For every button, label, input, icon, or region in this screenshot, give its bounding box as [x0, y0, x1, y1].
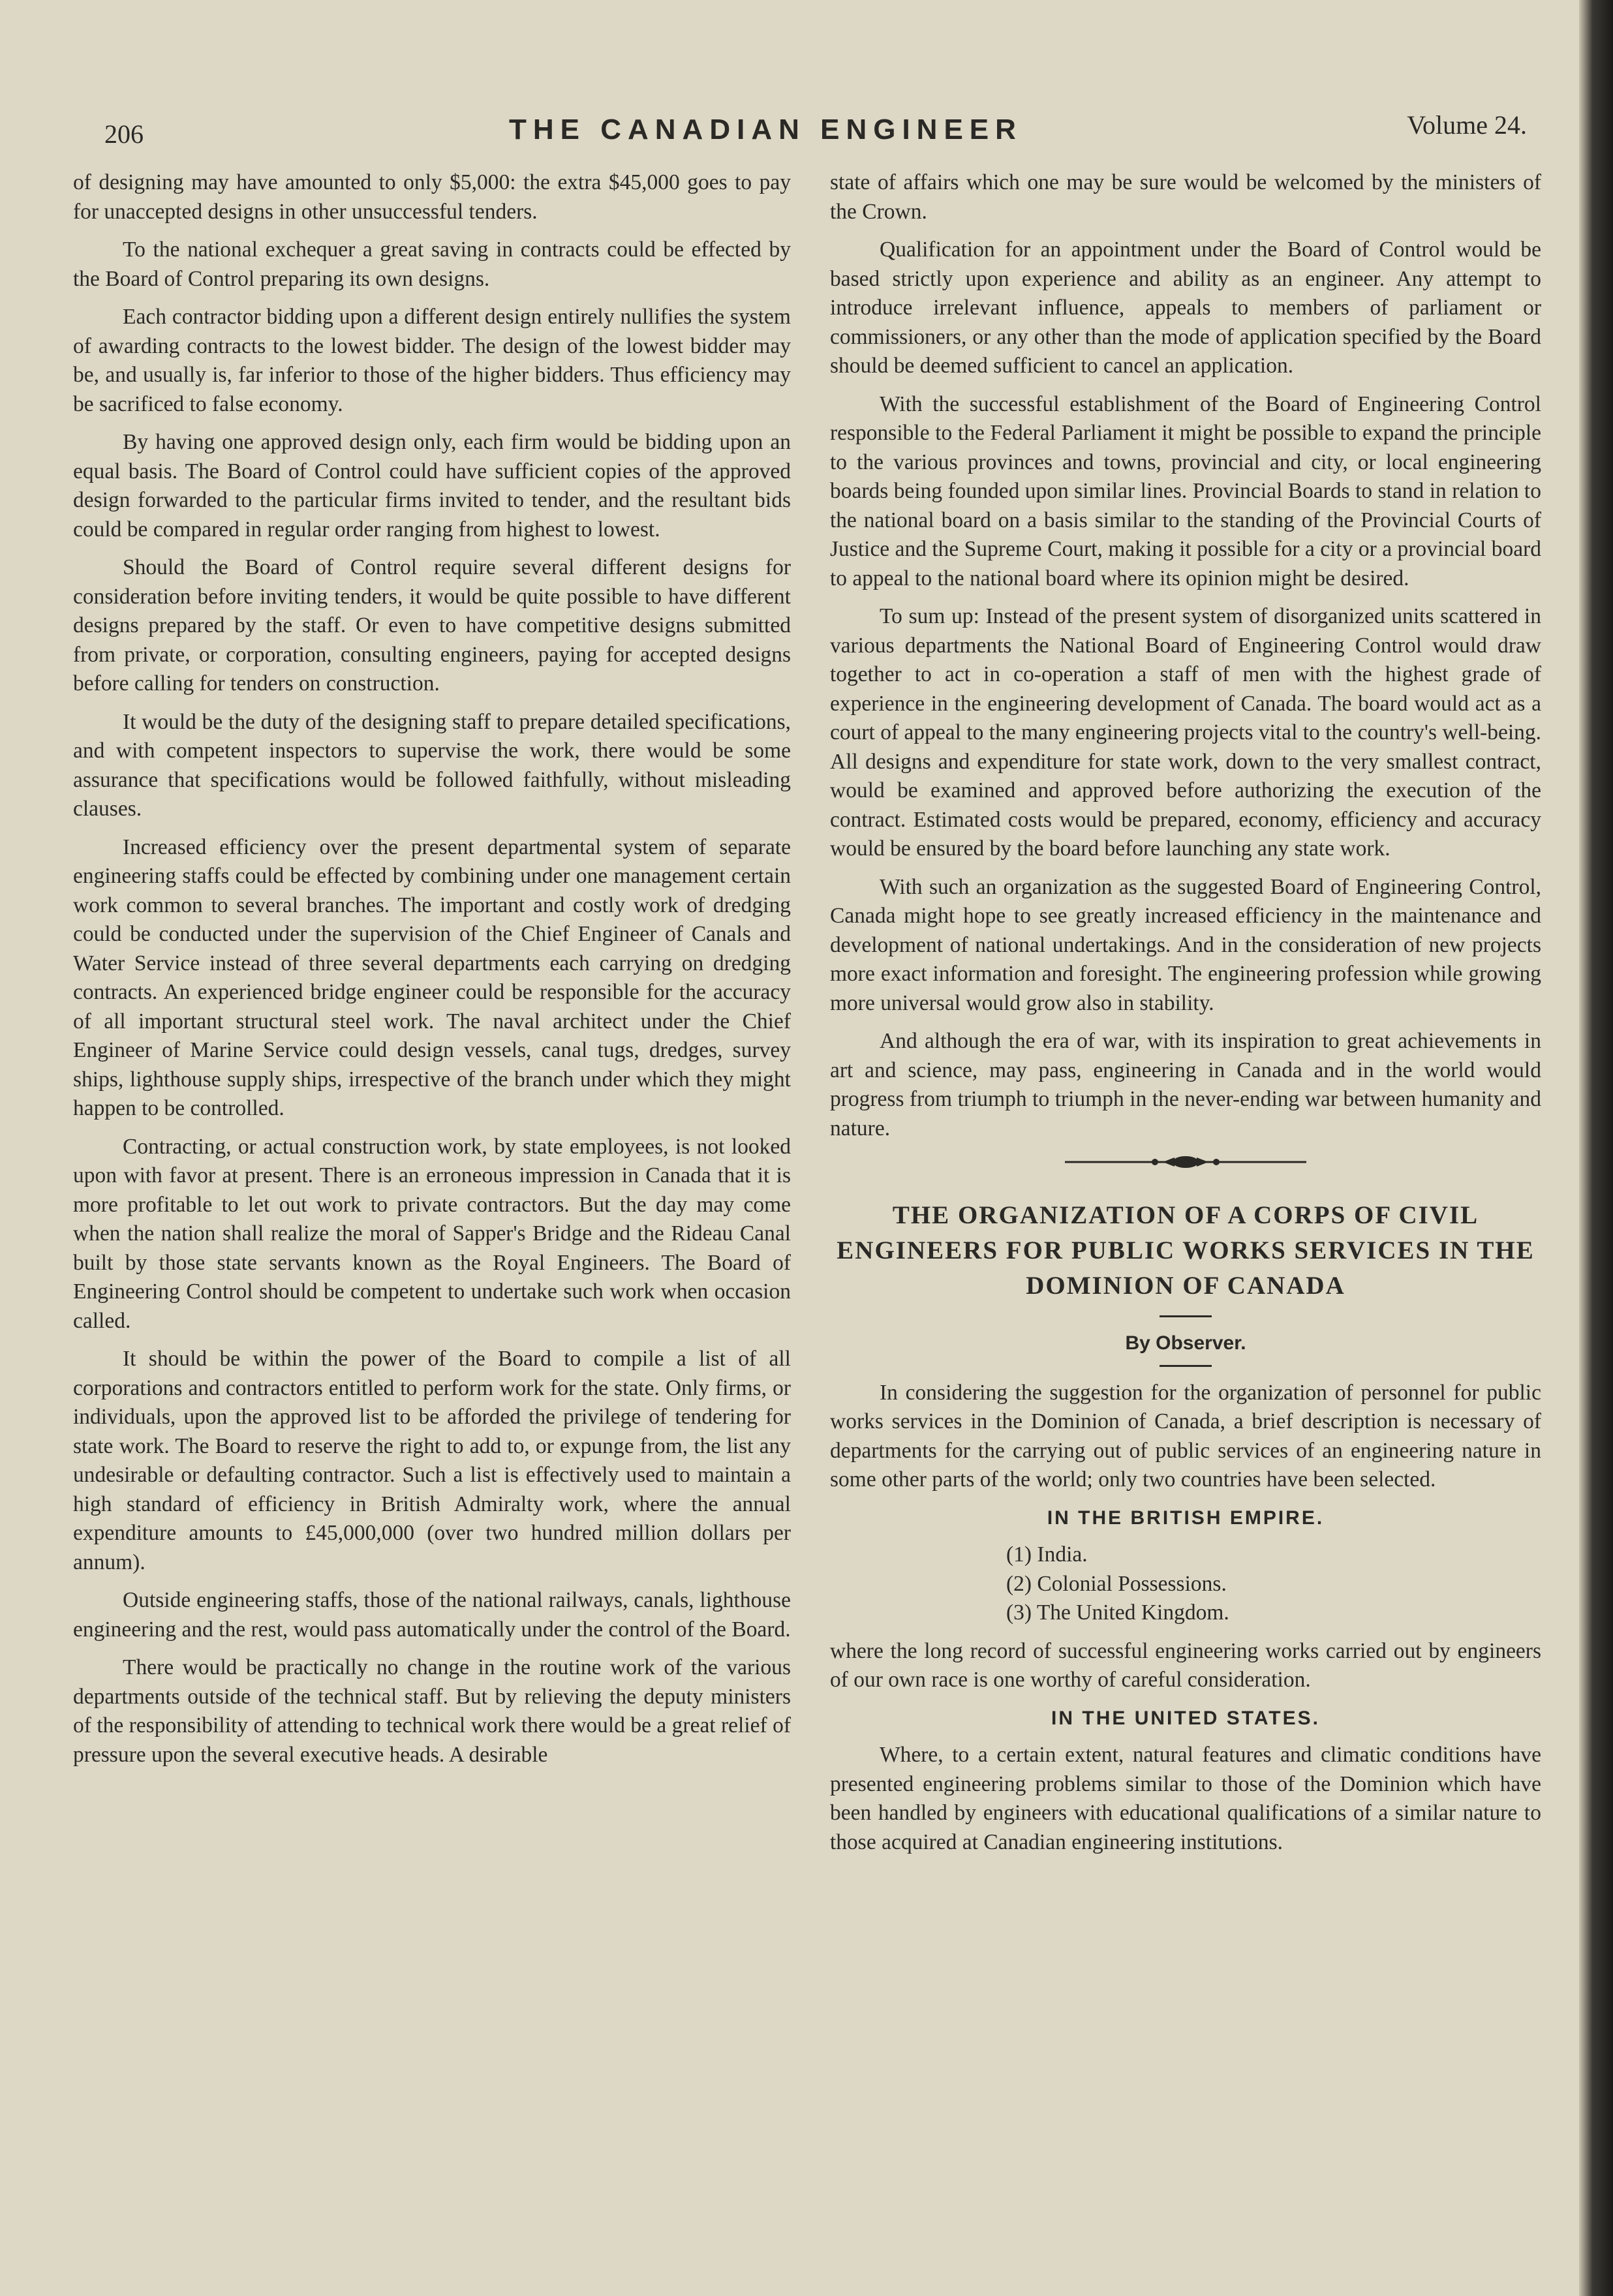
paragraph: In considering the suggestion for the organization of personnel for public works services in the Dominion of Canada, a brief description is necessary of departments for the carrying out of public services of an engineering nature in some other parts of the world; only two countries have been selected.	[830, 1380, 1541, 1492]
byline-rule	[1160, 1365, 1212, 1367]
paragraph: To sum up: Instead of the present system of disorganized units scattered in various departments the National Board of Engineering Control would draw together to act in co-operation a staff of men with the highest grade of experience in the engineering development of Canada. The board would act as a court of appeal to the many engineering projects vital to the country's well-being. All designs and expenditure for state work, down to the very smallest contract, would be examined and approved before authorizing the execution of the contract. Estimated costs would be prepared, economy, efficiency and accuracy would be ensured by the board before launching any state work.	[830, 604, 1541, 861]
book-spine-shadow	[1579, 0, 1613, 2296]
paragraph: There would be practically no change in the routine work of the various departments outside of the technical staff. But by relieving the deputy ministers of the responsibility of attending to technical work there would be a great relief of pressure upon the several executive heads. A desirable	[73, 1655, 791, 1767]
paragraph: By having one approved design only, each firm would be bidding upon an equal basis. The Board of Control could have sufficient copies of the approved design forwarded to the particular firms invited to tender, and the resultant bids could be compared in regular order ranging from highest to lowest.	[73, 430, 791, 542]
paragraph: state of affairs which one may be sure would be welcomed by the ministers of the Crown.	[830, 170, 1541, 224]
paragraph: of designing may have amounted to only $5,000: the extra $45,000 goes to pay for unaccepted designs in other unsuccessful tenders.	[73, 170, 791, 224]
byline: By Observer.	[1125, 1332, 1246, 1354]
article-title: THE ORGANIZATION OF A CORPS OF CIVIL ENGINEERS FOR PUBLIC WORKS SERVICES IN THE DOMINION OF CANADA	[837, 1201, 1535, 1300]
paragraph: With the successful establishment of the Board of Engineering Control responsible to the Federal Parliament it might be possible to expand the principle to the various provinces and towns, provincial and city, or local engineering boards being founded upon similar lines. Provincial Boards to stand in relation to the national board on a basis similar to the standing of the Provincial Courts of Justice and the Supreme Court, making it possible for a city or a provincial board to appeal to the national board where its opinion might be desired.	[830, 391, 1541, 590]
paragraph: Qualification for an appointment under the Board of Control would be based strictly upon experience and ability as an engineer. Any attempt to introduce irrelevant influence, appeals to members of parliament or commissioners, or any other than the mode of application specified by the Board should be deemed sufficient to cancel an application.	[830, 237, 1541, 378]
title-rule	[1160, 1315, 1212, 1317]
ornamental-divider	[830, 1152, 1541, 1172]
list-item: (3) The United Kingdom.	[1006, 1600, 1229, 1625]
paragraph: Increased efficiency over the present departmental system of separate engineering staffs could be effected by combining under one management certain work common to several branches. The important and costly work of dredging could be conducted under the supervision of the Chief Engineer of Canals and Water Service instead of three several departments each carrying on dredging contracts. An experienced bridge engineer could be responsible for the accuracy of all important structural steel work. The naval architect under the Chief Engineer of Marine Service could design vessels, canal tugs, dredges, survey ships, lighthouse supply ships, irrespective of the branch under which they might happen to be controlled.	[73, 834, 791, 1120]
journal-title: THE CANADIAN ENGINEER	[509, 114, 1022, 145]
paragraph: To the national exchequer a great saving in contracts could be effected by the Board of Control preparing its own designs.	[73, 237, 791, 291]
left-column	[73, 168, 791, 1779]
volume-label: Volume 24.	[1407, 110, 1527, 140]
paragraph: Each contractor bidding upon a different design entirely nullifies the system of awarding contracts to the lowest bidder. The design of the lowest bidder may be, and usually is, far inferior to those of the higher bidders. Thus efficiency may be sacrificed to false economy.	[73, 305, 791, 416]
page-number: 206	[104, 119, 144, 149]
subhead-united-states: IN THE UNITED STATES.	[1051, 1707, 1320, 1729]
ornament-icon	[1065, 1152, 1306, 1172]
paragraph: It should be within the power of the Board to compile a list of all corporations and contractors entitled to perform work for the state. Only firms, or individuals, upon the approved list to be afforded the privilege of tendering for state work. The Board to reserve the right to add to, or expunge from, the list any undesirable or defaulting contractor. Such a list is effectively used to maintain a high standard of efficiency in British Admiralty work, where the annual expenditure amounts to £45,000,000 (over two hundred million dollars per annum).	[73, 1347, 791, 1574]
subhead-british-empire: IN THE BRITISH EMPIRE.	[1047, 1507, 1325, 1529]
paragraph: And although the era of war, with its inspiration to great achievements in art and science, may pass, engineering in Canada and in the world would progress from triumph to triumph in the never-ending war between humanity and nature.	[830, 1029, 1541, 1140]
paragraph: where the long record of successful engineering works carried out by engineers of our own race is one worthy of careful consideration.	[830, 1638, 1541, 1692]
paragraph: Where, to a certain extent, natural features and climatic conditions have presented engineering problems similar to those of the Dominion which have been handled by engineers with educational qualifications of a similar nature to those acquired at Canadian engineering institutions.	[830, 1743, 1541, 1854]
paragraph: It would be the duty of the designing staff to prepare detailed specifications, and with competent inspectors to supervise the work, there would be some assurance that specifications would be followed faithfully, without misleading clauses.	[73, 709, 791, 821]
page-header	[104, 110, 1527, 155]
paragraph: With such an organization as the suggested Board of Engineering Control, Canada might hope to see greatly increased efficiency in the maintenance and development of national undertakings. And in the consideration of new projects more exact information and foresight. The engineering profession while growing more universal would grow also in stability.	[830, 874, 1541, 1015]
list-item: (1) India.	[1006, 1542, 1088, 1567]
paragraph: Should the Board of Control require several different designs for consideration before inviting tenders, it would be quite possible to have different designs prepared by the staff. Or even to have competitive designs submitted from private, or corporation, consulting engineers, paying for accepted designs before calling for tenders on construction.	[73, 555, 791, 696]
right-column	[830, 168, 1541, 1866]
empire-list	[830, 1540, 1541, 1628]
paragraph: Outside engineering staffs, those of the national railways, canals, lighthouse engineering and the rest, would pass automatically under the control of the Board.	[73, 1588, 791, 1642]
list-item: (2) Colonial Possessions.	[1006, 1571, 1227, 1596]
paragraph: Contracting, or actual construction work, by state employees, is not looked upon with favor at present. There is an erroneous impression in Canada that it is more profitable to let out work to private contractors. But the day may come when the nation shall realize the moral of Sapper's Bridge and the Rideau Canal built by those state servants known as the Royal Engineers. The Board of Engineering Control should be competent to undertake such work when occasion called.	[73, 1134, 791, 1333]
